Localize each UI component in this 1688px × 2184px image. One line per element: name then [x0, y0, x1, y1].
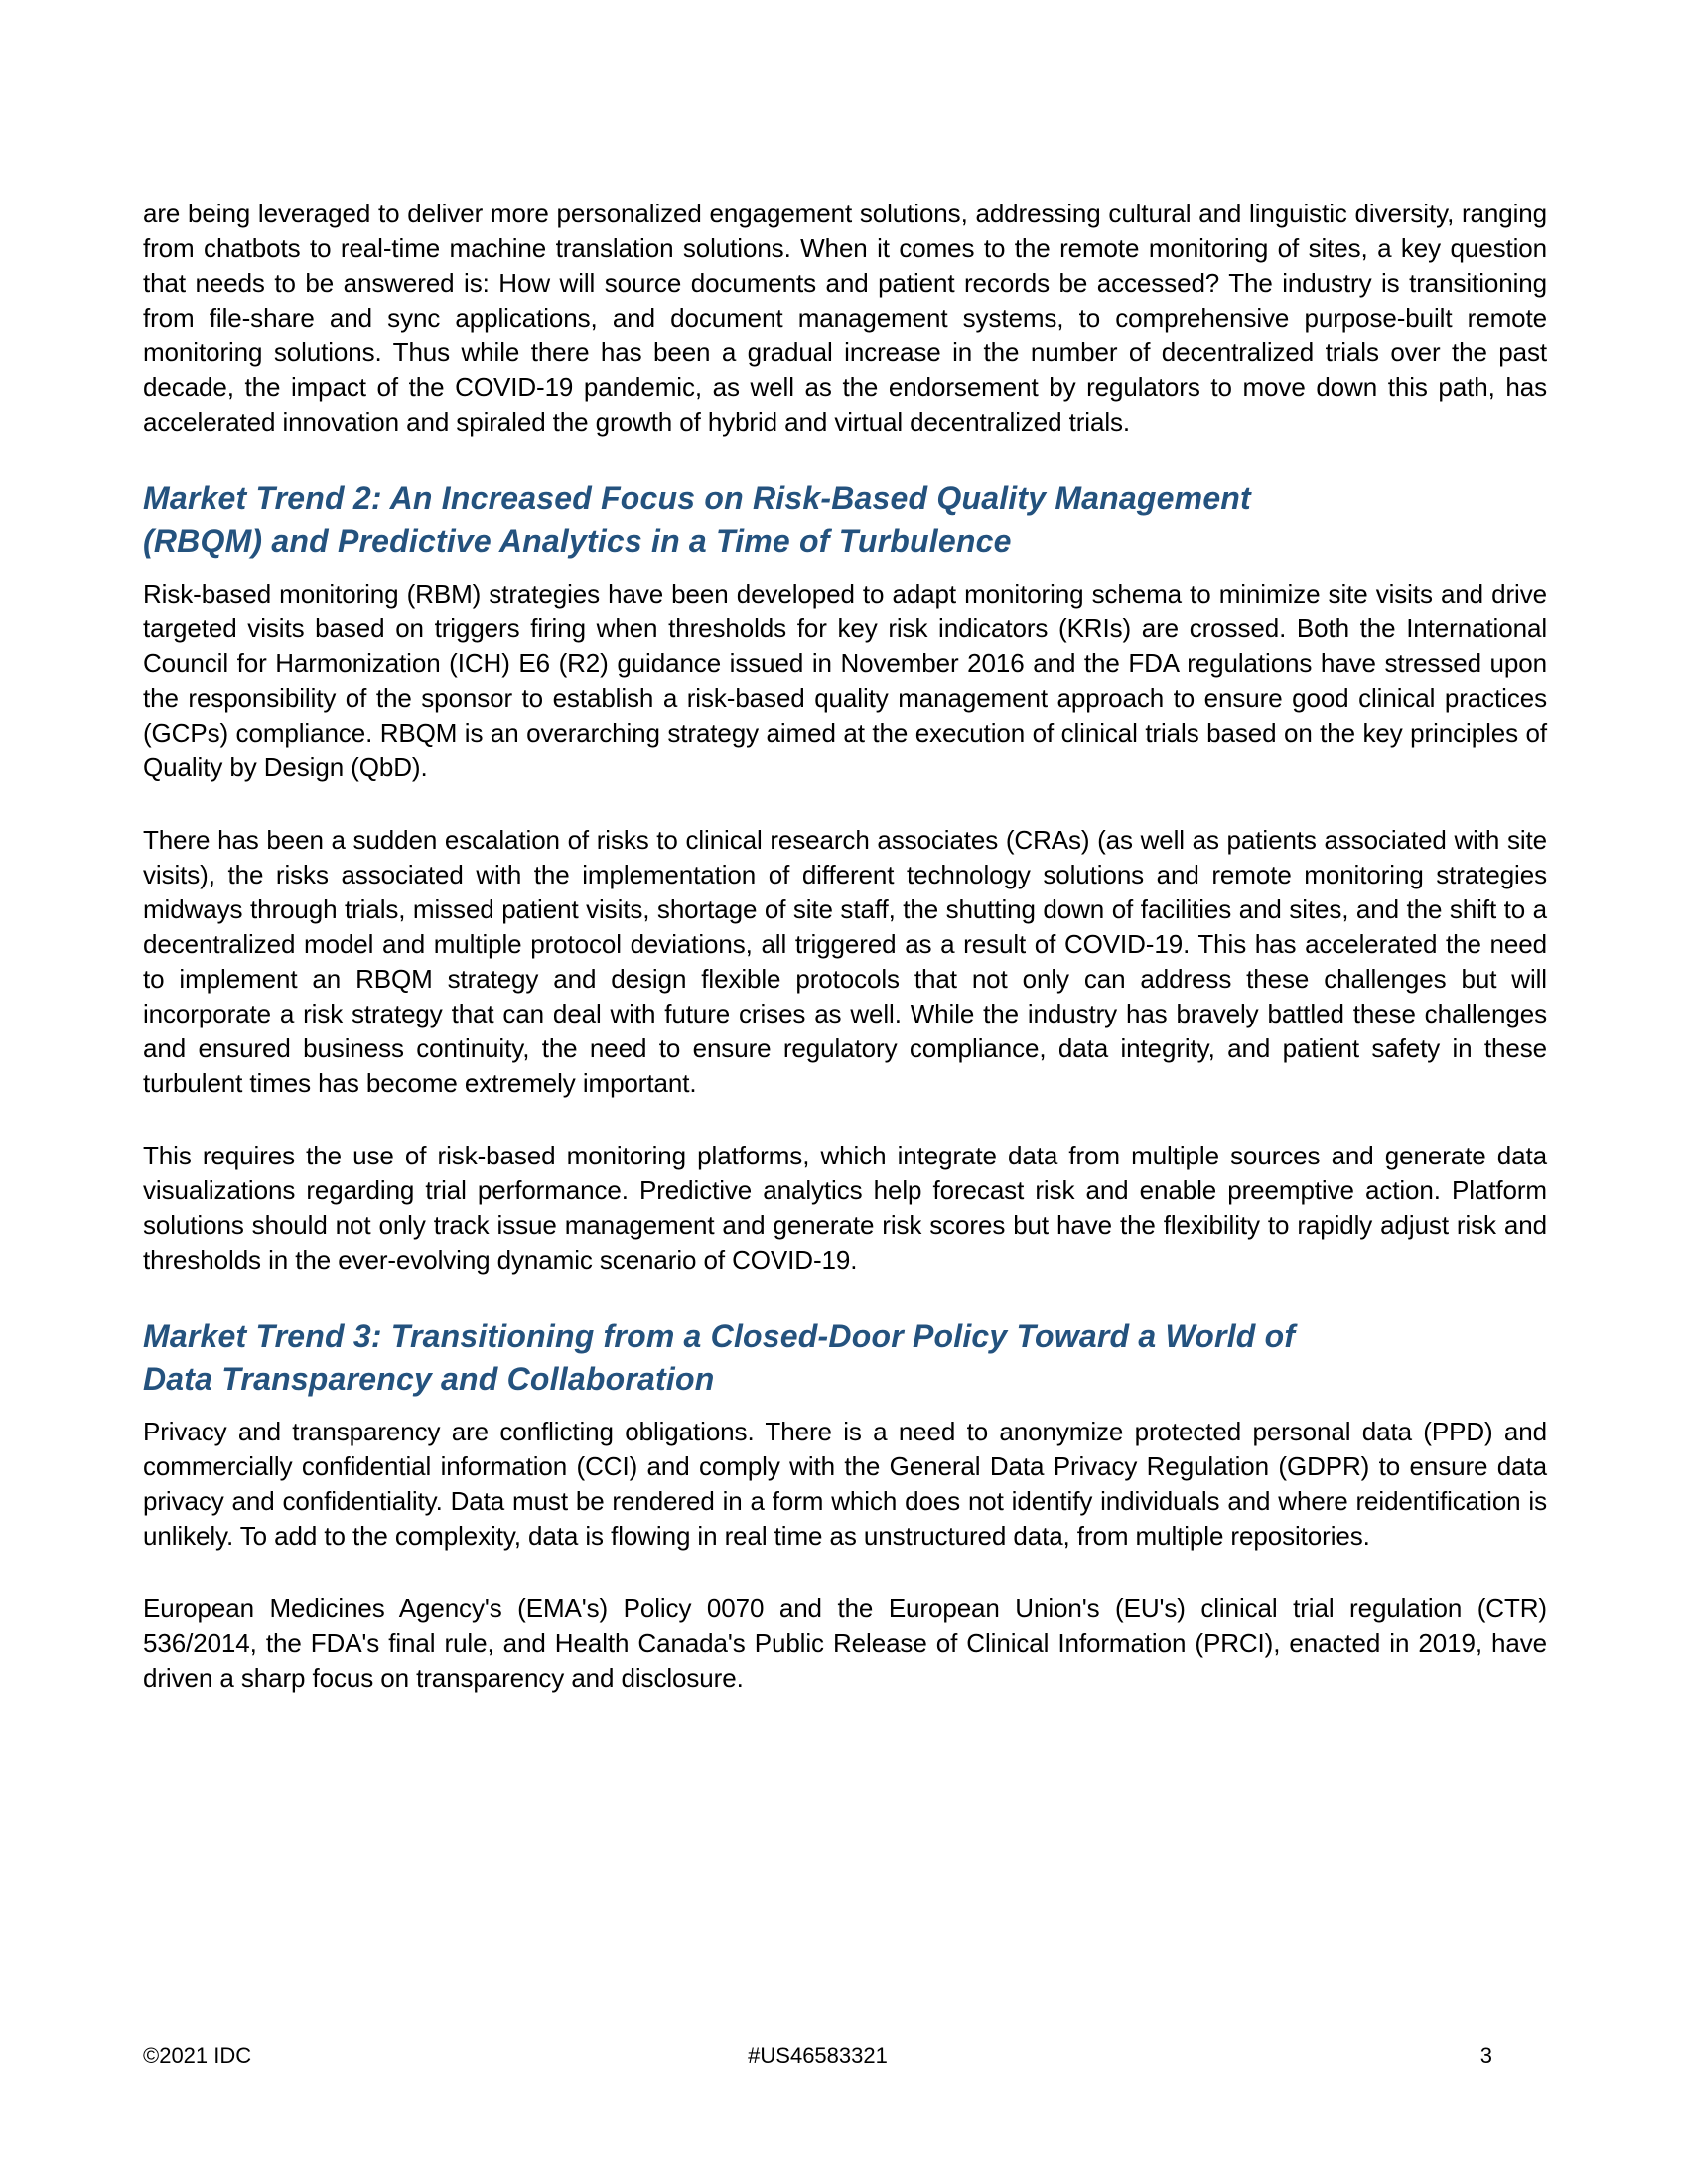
footer-page-number: 3	[1479, 2043, 1492, 2068]
paragraph-risk-platforms: This requires the use of risk-based monitoring platforms, which integrate data from multiple sources and generate data visualizations regarding trial performance. Predictive analytics help forecast risk and enable preemptive action. Platform solutions should not only track issue management and generate risk scores but have the flexibility to rapidly adjust risk and thresholds in the ever-evolving dynamic scenario of COVID-19.	[143, 1141, 1547, 1275]
footer-copyright: ©2021 IDC	[143, 2043, 252, 2068]
paragraph-risk-escalation: There has been a sudden escalation of risks to clinical research associates (CRAs) (as well as patients associated with site visits), the risks associated with the implementation of different technology solutions and remote monitoring strategies midways through trials, missed patient visits, shortage of site staff, the shutting down of facilities and sites, and the shift to a decentralized model and multiple protocol deviations, all triggered as a result of COVID-19. This has accelerated the need to implement an RBQM strategy and design flexible protocols that not only can address these challenges but will incorporate a risk strategy that can deal with future crises as well. While the industry has bravely battled these challenges and ensured business continuity, the need to ensure regulatory compliance, data integrity, and patient safety in these turbulent times has become extremely important.	[143, 825, 1547, 1098]
heading-market-trend-2-line-1: Market Trend 2: An Increased Focus on Risk-Based Quality Management	[143, 480, 1251, 516]
paragraph-decentralized-trials: are being leveraged to deliver more personalized engagement solutions, addressing cultural and linguistic diversity, ranging from chatbots to real-time machine translation solutions. When it comes to the remote monitoring of sites, a key question that needs to be answered is: How will source documents and patient records be accessed? The industry is transitioning from file-share and sync applications, and document management systems, to comprehensive purpose-built remote monitoring solutions. Thus while there has been a gradual increase in the number of decentralized trials over the past decade, the impact of the COVID-19 pandemic, as well as the endorsement by regulators to move down this path, has accelerated innovation and spiraled the growth of hybrid and virtual decentralized trials.	[143, 199, 1547, 437]
paragraph-rbm-strategies: Risk-based monitoring (RBM) strategies have been developed to adapt monitoring schema to minimize site visits and drive targeted visits based on triggers firing when thresholds for key risk indicators (KRIs) are crossed. Both the International Council for Harmonization (ICH) E6 (R2) guidance issued in November 2016 and the FDA regulations have stressed upon the responsibility of the sponsor to establish a risk-based quality management approach to ensure good clinical practices (GCPs) compliance. RBQM is an overarching strategy aimed at the execution of clinical trials based on the key principles of Quality by Design (QbD).	[143, 579, 1547, 782]
heading-market-trend-2-line-2: (RBQM) and Predictive Analytics in a Time of Turbulence	[143, 523, 1012, 559]
paragraph-privacy-transparency: Privacy and transparency are conflicting obligations. There is a need to anonymize protected personal data (PPD) and commercially confidential information (CCI) and comply with the General Data Privacy Regulation (GDPR) to ensure data privacy and confidentiality. Data must be rendered in a form which does not identify individuals and where reidentification is unlikely. To add to the complexity, data is flowing in real time as unstructured data, from multiple repositories.	[143, 1417, 1547, 1551]
page-body	[143, 197, 1547, 1733]
heading-market-trend-3	[143, 1315, 1547, 1401]
heading-market-trend-3-line-1: Market Trend 3: Transitioning from a Closed-Door Policy Toward a World of	[143, 1318, 1296, 1354]
paragraph-ema-policy: European Medicines Agency's (EMA's) Policy 0070 and the European Union's (EU's) clinical trial regulation (CTR) 536/2014, the FDA's final rule, and Health Canada's Public Release of Clinical Information (PRCI), enacted in 2019, have driven a sharp focus on transparency and disclosure.	[143, 1593, 1547, 1693]
page-footer	[143, 2043, 1547, 2069]
heading-market-trend-2	[143, 478, 1547, 563]
heading-market-trend-3-line-2: Data Transparency and Collaboration	[143, 1361, 715, 1397]
footer-document-id: #US46583321	[748, 2043, 888, 2068]
